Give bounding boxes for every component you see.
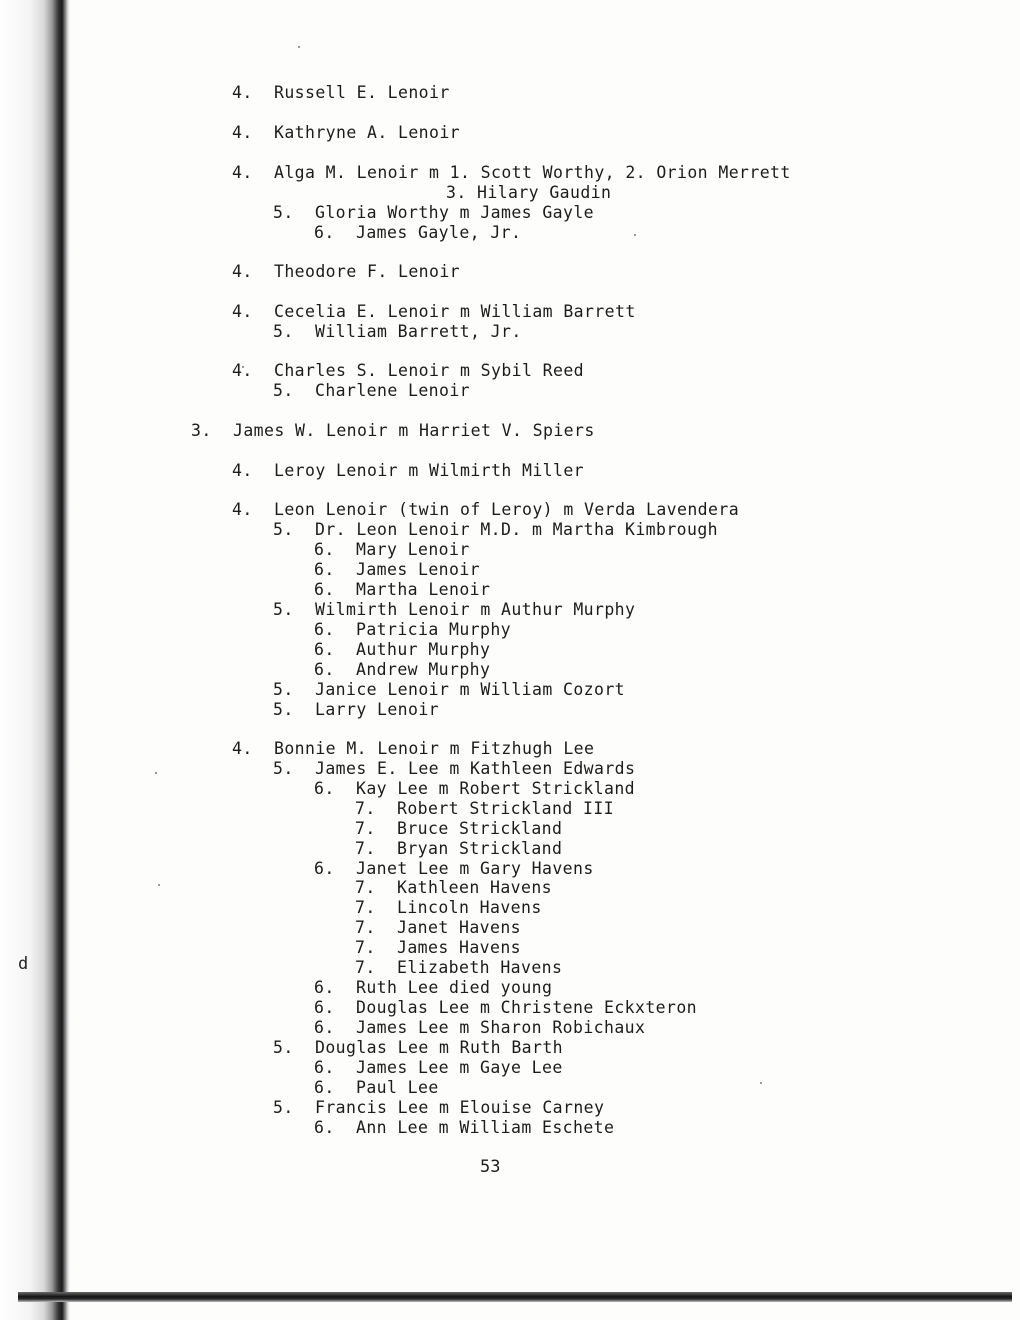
entry-text: William Barrett, Jr. — [315, 322, 522, 341]
generation-number: 6. — [314, 779, 335, 798]
generation-number: 5. — [273, 1098, 294, 1117]
generation-number: 7. — [355, 878, 376, 897]
generation-number: 6. — [314, 640, 335, 659]
genealogy-entry — [232, 163, 791, 183]
entry-text: Ann Lee m William Eschete — [356, 1118, 615, 1137]
entry-text: James Lee m Sharon Robichaux — [356, 1018, 646, 1037]
genealogy-entry — [355, 819, 562, 839]
generation-number: 4. — [232, 739, 253, 758]
entry-text: James Havens — [397, 938, 522, 957]
generation-number: 5. — [273, 600, 294, 619]
genealogy-entry — [273, 600, 635, 620]
entry-text: Kathryne A. Lenoir — [274, 123, 461, 142]
entry-text: Robert Strickland III — [397, 799, 615, 818]
genealogy-entry — [355, 839, 562, 859]
generation-number: 4. — [232, 123, 253, 142]
entry-text: Janet Lee m Gary Havens — [356, 859, 594, 878]
genealogy-entry — [314, 640, 490, 660]
entry-text: Gloria Worthy m James Gayle — [315, 203, 595, 222]
generation-number: 6. — [314, 1058, 335, 1077]
generation-number: 7. — [355, 799, 376, 818]
genealogy-entry — [314, 223, 521, 243]
entry-text: James E. Lee m Kathleen Edwards — [315, 759, 636, 778]
generation-number: 5. — [273, 700, 294, 719]
genealogy-entry — [314, 1118, 614, 1138]
genealogy-entry — [355, 799, 614, 819]
genealogy-entry — [314, 1018, 645, 1038]
entry-text: James Lee m Gaye Lee — [356, 1058, 563, 1077]
generation-number: 6. — [314, 998, 335, 1017]
entry-text: Larry Lenoir — [315, 700, 440, 719]
genealogy-entry — [355, 938, 521, 958]
scan-speck — [155, 772, 157, 774]
generation-number: 7. — [355, 898, 376, 917]
entry-text: Bruce Strickland — [397, 819, 563, 838]
entry-text: Charlene Lenoir — [315, 381, 471, 400]
genealogy-entry — [232, 262, 460, 282]
genealogy-entry — [314, 540, 470, 560]
entry-text: Charles S. Lenoir m Sybil Reed — [274, 361, 585, 380]
entry-text: Leroy Lenoir m Wilmirth Miller — [274, 461, 585, 480]
genealogy-entry — [273, 759, 635, 779]
genealogy-entry — [191, 421, 595, 441]
genealogy-entry — [273, 680, 625, 700]
generation-number: 7. — [355, 958, 376, 977]
genealogy-entry — [314, 859, 594, 879]
generation-number: 3. — [191, 421, 212, 440]
genealogy-entry — [314, 620, 511, 640]
entry-text: Leon Lenoir (twin of Leroy) m Verda Lavendera — [274, 500, 740, 519]
entry-text: Douglas Lee m Ruth Barth — [315, 1038, 564, 1057]
entry-text: Mary Lenoir — [356, 540, 470, 559]
entry-text: James W. Lenoir m Harriet V. Spiers — [233, 421, 595, 440]
genealogy-entry — [273, 203, 594, 223]
genealogy-entry-continuation — [446, 183, 611, 203]
scan-speck — [760, 1082, 762, 1084]
generation-number: 4. — [232, 461, 253, 480]
generation-number: 6. — [314, 223, 335, 242]
entry-text: Russell E. Lenoir — [274, 83, 450, 102]
scan-bottom-edge — [18, 1292, 1012, 1302]
generation-number: 4. — [232, 361, 253, 380]
genealogy-entry — [314, 660, 490, 680]
genealogy-entry — [273, 700, 439, 720]
genealogy-entry — [314, 978, 552, 998]
entry-text: Douglas Lee m Christene Eckxteron — [356, 998, 698, 1017]
genealogy-entry — [273, 520, 718, 540]
genealogy-entry — [314, 1058, 563, 1078]
genealogy-entry — [314, 779, 635, 799]
page-number: 53 — [480, 1157, 501, 1177]
margin-fragment: d — [18, 954, 29, 974]
scan-speck — [158, 884, 160, 886]
genealogy-entry — [232, 739, 594, 759]
genealogy-entry — [273, 1098, 604, 1118]
generation-number: 7. — [355, 839, 376, 858]
genealogy-entry — [355, 958, 562, 978]
generation-number: 7. — [355, 819, 376, 838]
generation-number: 6. — [314, 1018, 335, 1037]
entry-text: Bonnie M. Lenoir m Fitzhugh Lee — [274, 739, 595, 758]
entry-text: Kathleen Havens — [397, 878, 553, 897]
genealogy-entry — [232, 361, 584, 381]
genealogy-entry — [273, 1038, 563, 1058]
scan-speck — [634, 234, 636, 236]
generation-number: 6. — [314, 580, 335, 599]
entry-text: Wilmirth Lenoir m Authur Murphy — [315, 600, 636, 619]
genealogy-entry — [314, 560, 480, 580]
entry-text: Lincoln Havens — [397, 898, 542, 917]
generation-number: 6. — [314, 1078, 335, 1097]
generation-number: 4. — [232, 500, 253, 519]
generation-number: 6. — [314, 620, 335, 639]
entry-text: Francis Lee m Elouise Carney — [315, 1098, 605, 1117]
genealogy-entry — [232, 302, 636, 322]
entry-text: Janet Havens — [397, 918, 522, 937]
entry-text: Martha Lenoir — [356, 580, 491, 599]
genealogy-entry — [232, 461, 584, 481]
generation-number: 6. — [314, 540, 335, 559]
entry-text: Andrew Murphy — [356, 660, 491, 679]
generation-number: 5. — [273, 520, 294, 539]
genealogy-entry — [232, 83, 450, 103]
entry-text: 3. Hilary Gaudin — [446, 183, 612, 202]
genealogy-entry — [273, 322, 522, 342]
scan-speck — [298, 46, 300, 48]
genealogy-entry — [232, 123, 460, 143]
entry-text: Patricia Murphy — [356, 620, 512, 639]
generation-number: 4. — [232, 302, 253, 321]
entry-text: Ruth Lee died young — [356, 978, 553, 997]
entry-text: Authur Murphy — [356, 640, 491, 659]
genealogy-entry — [355, 918, 521, 938]
generation-number: 5. — [273, 759, 294, 778]
generation-number: 5. — [273, 203, 294, 222]
genealogy-entry — [314, 1078, 439, 1098]
entry-text: Bryan Strickland — [397, 839, 563, 858]
entry-text: Theodore F. Lenoir — [274, 262, 461, 281]
entry-text: Dr. Leon Lenoir M.D. m Martha Kimbrough — [315, 520, 719, 539]
generation-number: 5. — [273, 1038, 294, 1057]
generation-number: 5. — [273, 322, 294, 341]
genealogy-entry — [273, 381, 470, 401]
entry-text: James Lenoir — [356, 560, 481, 579]
generation-number: 6. — [314, 978, 335, 997]
generation-number: 6. — [314, 1118, 335, 1137]
entry-text: Kay Lee m Robert Strickland — [356, 779, 636, 798]
generation-number: 4. — [232, 262, 253, 281]
genealogy-entry — [355, 898, 542, 918]
genealogy-entry — [314, 998, 697, 1018]
genealogy-entry — [314, 580, 490, 600]
generation-number: 6. — [314, 560, 335, 579]
entry-text: Alga M. Lenoir m 1. Scott Worthy, 2. Orion Merrett — [274, 163, 791, 182]
entry-text: Janice Lenoir m William Cozort — [315, 680, 626, 699]
genealogy-entry — [355, 878, 552, 898]
entry-text: James Gayle, Jr. — [356, 223, 522, 242]
entry-text: Cecelia E. Lenoir m William Barrett — [274, 302, 636, 321]
generation-number: 4. — [232, 163, 253, 182]
entry-text: Paul Lee — [356, 1078, 439, 1097]
generation-number: 7. — [355, 938, 376, 957]
entry-text: Elizabeth Havens — [397, 958, 563, 977]
generation-number: 6. — [314, 660, 335, 679]
generation-number: 5. — [273, 381, 294, 400]
generation-number: 6. — [314, 859, 335, 878]
generation-number: 7. — [355, 918, 376, 937]
scan-binding-edge — [0, 0, 70, 1320]
generation-number: 4. — [232, 83, 253, 102]
generation-number: 5. — [273, 680, 294, 699]
genealogy-entry — [232, 500, 739, 520]
